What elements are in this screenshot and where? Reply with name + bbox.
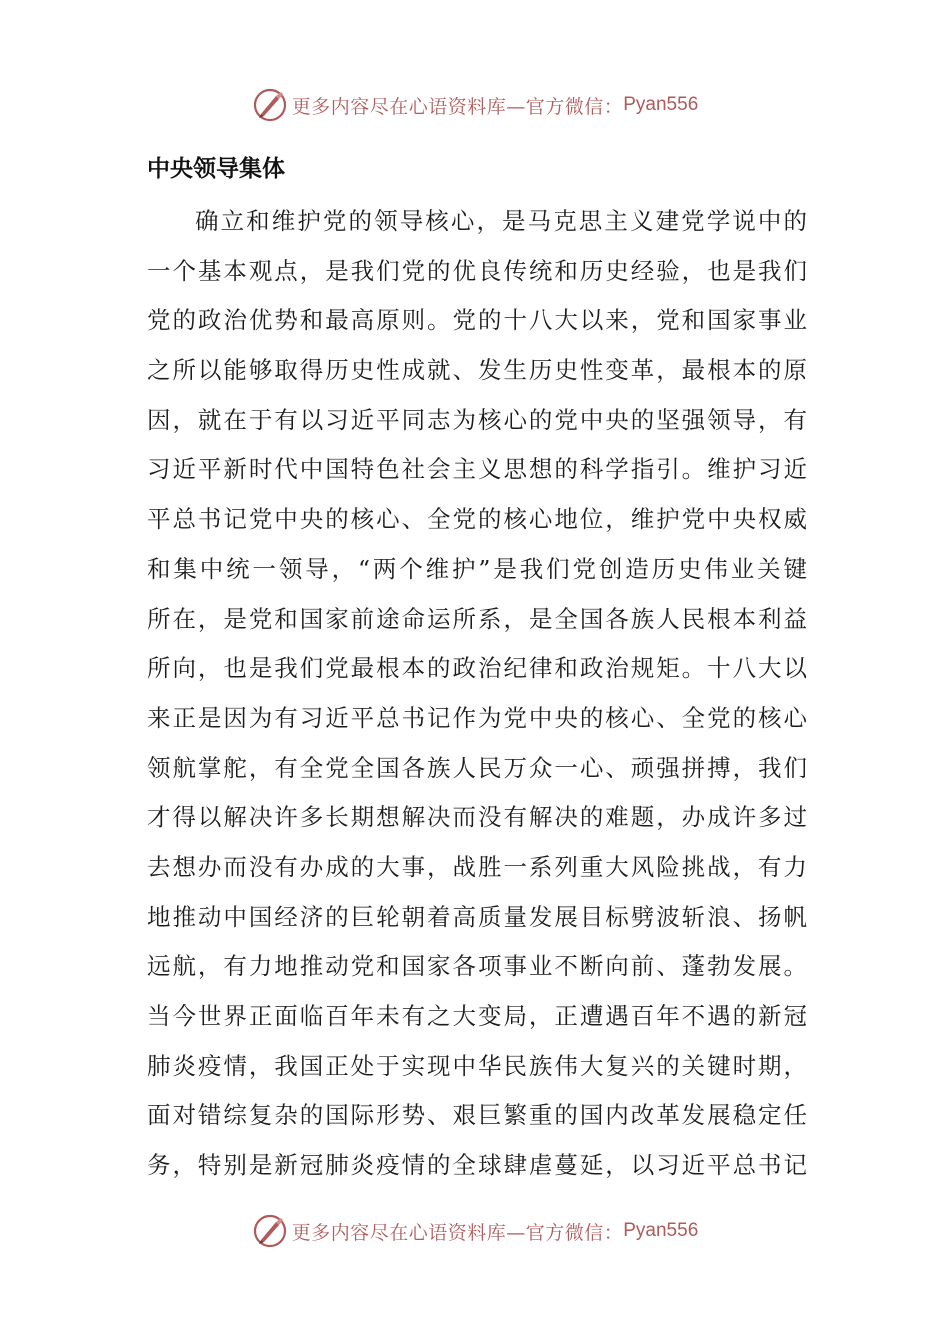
banner-wechat-handle: Pyan556 [623, 94, 699, 115]
section-heading: 中央领导集体 [147, 156, 285, 182]
text-line: 党的政治优势和最高原则。党的十八大以来，党和国家事业 [147, 306, 807, 335]
text-line: 领航掌舵，有全党全国各族人民万众一心、顽强拼搏，我们 [147, 753, 807, 782]
banner-wechat-handle: Pyan556 [623, 1220, 699, 1241]
banner-text: 更多内容尽在心语资料库—官方微信： [291, 95, 624, 118]
quill-logo-icon [252, 87, 288, 123]
text-line: 习近平新时代中国特色社会主义思想的科学指引。维护习近 [147, 455, 807, 484]
text-line: 务，特别是新冠肺炎疫情的全球肆虐蔓延，以习近平总书记 [147, 1151, 807, 1180]
text-line: 所向，也是我们党最根本的政治纪律和政治规矩。十八大以 [147, 654, 807, 683]
header-banner [0, 80, 950, 130]
text-line: 一个基本观点，是我们党的优良传统和历史经验，也是我们 [147, 256, 807, 285]
body-paragraph [147, 197, 807, 1191]
text-line: 平总书记党中央的核心、全党的核心地位，维护党中央权威 [147, 505, 807, 534]
text-line: 去想办而没有办成的大事，战胜一系列重大风险挑战，有力 [147, 852, 807, 881]
footer-banner [0, 1206, 950, 1256]
text-line: 确立和维护党的领导核心，是马克思主义建党学说中的 [195, 207, 807, 235]
text-line: 所在，是党和国家前途命运所系，是全国各族人民根本利益 [147, 604, 807, 633]
text-line: 来正是因为有习近平总书记作为党中央的核心、全党的核心 [147, 703, 807, 732]
text-line: 面对错综复杂的国际形势、艰巨繁重的国内改革发展稳定任 [147, 1101, 807, 1130]
text-line: 之所以能够取得历史性成就、发生历史性变革，最根本的原 [147, 356, 807, 385]
text-line: 和集中统一领导，“两个维护”是我们党创造历史伟业关键 [147, 554, 807, 583]
text-line: 地推动中国经济的巨轮朝着高质量发展目标劈波斩浪、扬帆 [147, 902, 807, 931]
text-line: 肺炎疫情，我国正处于实现中华民族伟大复兴的关键时期， [147, 1051, 807, 1080]
quill-logo-icon [252, 1213, 288, 1249]
banner-text: 更多内容尽在心语资料库—官方微信： [291, 1221, 624, 1244]
text-line: 才得以解决许多长期想解决而没有解决的难题，办成许多过 [147, 803, 807, 832]
text-line: 远航，有力地推动党和国家各项事业不断向前、蓬勃发展。 [147, 952, 807, 981]
text-line: 因，就在于有以习近平同志为核心的党中央的坚强领导，有 [147, 405, 807, 434]
text-line: 当今世界正面临百年未有之大变局，正遭遇百年不遇的新冠 [147, 1002, 807, 1030]
